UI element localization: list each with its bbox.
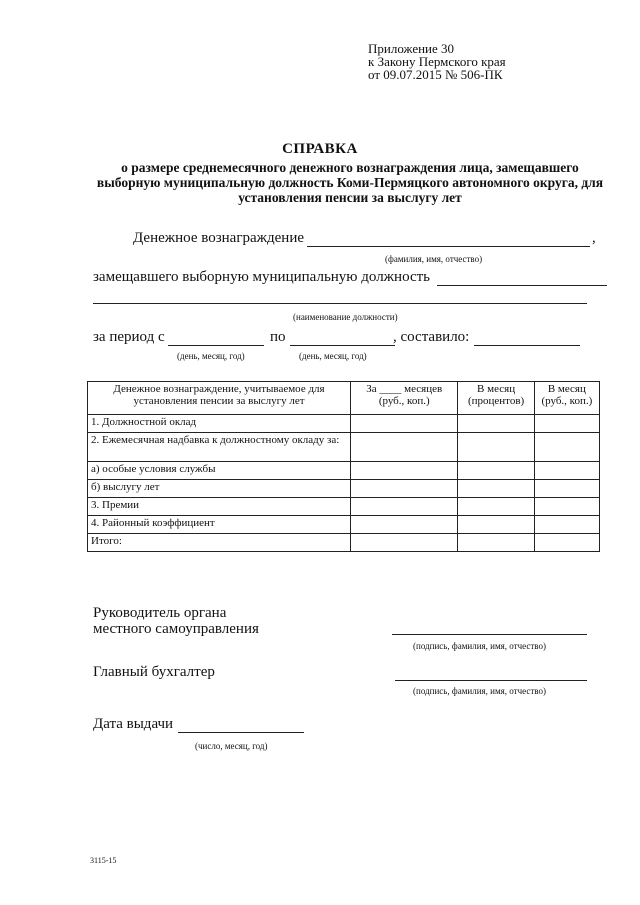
- appendix-line-1: Приложение 30: [368, 41, 455, 56]
- cell-period-total[interactable]: [351, 498, 458, 516]
- remuneration-label: Денежное вознаграждение: [133, 230, 305, 246]
- position-field-line-2[interactable]: [93, 303, 587, 304]
- accountant-signature-line[interactable]: [395, 680, 587, 681]
- document-subtitle: о размере среднемесячного денежного вознаграждения лица, замещавшего выборную муниципальную должность Коми-Пермяцкого автономного округа, для установления пенсии за выслугу лет: [96, 160, 604, 205]
- name-field-line[interactable]: [307, 246, 590, 247]
- cell-monthly-rub[interactable]: [534, 415, 599, 433]
- cell-monthly-rub[interactable]: [534, 480, 599, 498]
- cell-monthly-percent[interactable]: [458, 534, 534, 552]
- cell-period-total[interactable]: [351, 534, 458, 552]
- head-signature-hint: (подпись, фамилия, имя, отчество): [413, 641, 546, 651]
- remuneration-table: [87, 381, 600, 552]
- head-label-line-2: местного самоуправления: [93, 621, 259, 637]
- accountant-signature-hint: (подпись, фамилия, имя, отчество): [413, 686, 546, 696]
- cell-monthly-percent[interactable]: [458, 498, 534, 516]
- cell-monthly-rub[interactable]: [534, 462, 599, 480]
- head-label-line-1: Руководитель органа: [93, 605, 227, 621]
- row-label: 4. Районный коэффициент: [88, 516, 351, 534]
- period-to-label: по: [270, 329, 286, 345]
- header-remuneration-type: Денежное вознаграждение, учитываемое для установления пенсии за выслугу лет: [88, 382, 351, 415]
- appendix-line-3: от 09.07.2015 № 506-ПК: [368, 67, 503, 82]
- period-to-hint: (день, месяц, год): [299, 351, 367, 361]
- issue-date-hint: (число, месяц, год): [195, 741, 268, 751]
- cell-monthly-percent[interactable]: [458, 516, 534, 534]
- row-label: 1. Должностной оклад: [88, 415, 351, 433]
- cell-period-total[interactable]: [351, 415, 458, 433]
- cell-monthly-percent[interactable]: [458, 480, 534, 498]
- cell-period-total[interactable]: [351, 433, 458, 462]
- period-from-hint: (день, месяц, год): [177, 351, 245, 361]
- appendix-reference: [368, 42, 506, 81]
- document-code: 3115-15: [90, 856, 117, 865]
- position-field-line-1[interactable]: [437, 285, 607, 286]
- cell-period-total[interactable]: [351, 480, 458, 498]
- position-field-hint: (наименование должности): [293, 312, 398, 322]
- header-monthly-percent: В месяц (процентов): [458, 382, 534, 415]
- row-label: 2. Ежемесячная надбавка к должностному окладу за:: [88, 433, 351, 462]
- table-header-row: [88, 382, 600, 415]
- issue-date-field[interactable]: [178, 732, 304, 733]
- row-label: б) выслугу лет: [88, 480, 351, 498]
- cell-monthly-rub[interactable]: [534, 498, 599, 516]
- table-row: [88, 415, 600, 433]
- table-row: [88, 480, 600, 498]
- period-total-field[interactable]: [474, 345, 580, 346]
- cell-period-total[interactable]: [351, 516, 458, 534]
- cell-monthly-rub[interactable]: [534, 516, 599, 534]
- period-to-field[interactable]: [290, 345, 395, 346]
- period-from-field[interactable]: [168, 345, 264, 346]
- table-total-row: [88, 534, 600, 552]
- cell-monthly-percent[interactable]: [458, 415, 534, 433]
- cell-monthly-rub[interactable]: [534, 534, 599, 552]
- table-row: [88, 462, 600, 480]
- total-label: Итого:: [88, 534, 351, 552]
- document-title: СПРАВКА: [282, 141, 358, 157]
- period-total-label: , составило:: [393, 329, 470, 345]
- name-field-comma: ,: [592, 230, 596, 246]
- cell-period-total[interactable]: [351, 462, 458, 480]
- header-period-total: За ____ месяцев (руб., коп.): [351, 382, 458, 415]
- name-field-hint: (фамилия, имя, отчество): [385, 254, 483, 264]
- appendix-line-2: к Закону Пермского края: [368, 54, 506, 69]
- head-signature-line[interactable]: [392, 634, 587, 635]
- accountant-label: Главный бухгалтер: [93, 664, 215, 680]
- row-label: 3. Премии: [88, 498, 351, 516]
- header-monthly-rub: В месяц (руб., коп.): [534, 382, 599, 415]
- position-label: замещавшего выборную муниципальную должность: [93, 269, 431, 285]
- row-label: а) особые условия службы: [88, 462, 351, 480]
- table-row: [88, 498, 600, 516]
- cell-monthly-rub[interactable]: [534, 433, 599, 462]
- cell-monthly-percent[interactable]: [458, 462, 534, 480]
- table-row: [88, 433, 600, 462]
- cell-monthly-percent[interactable]: [458, 433, 534, 462]
- table-row: [88, 516, 600, 534]
- period-from-label: за период с: [93, 329, 165, 345]
- issue-date-label: Дата выдачи: [93, 716, 174, 732]
- head-signature-label: [93, 605, 259, 637]
